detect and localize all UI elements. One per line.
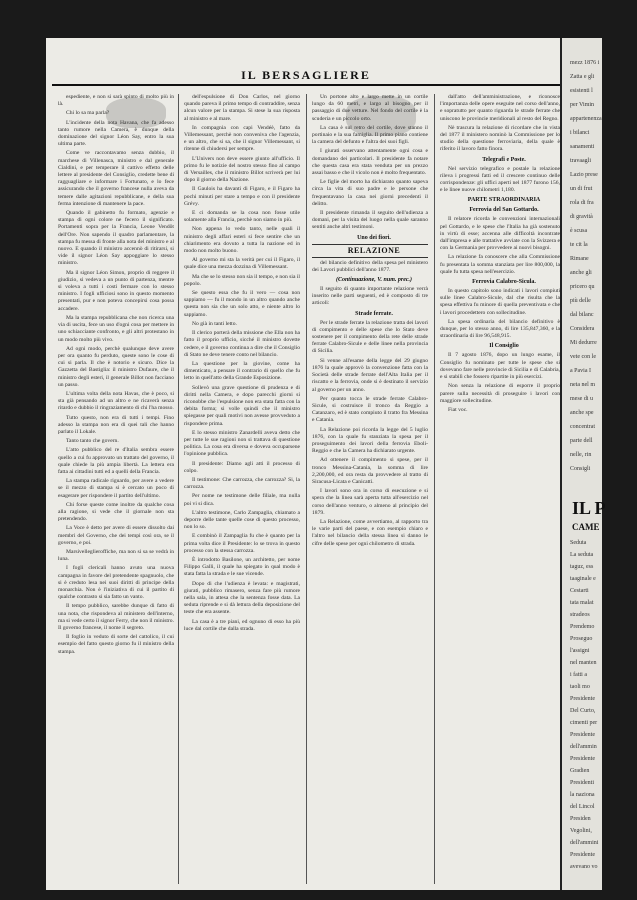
side-fragment: è scusa xyxy=(570,228,588,234)
article-paragraph: del bilancio definitivo della spesa pel ministero dei Lavori pubblici dell'anno 1877. xyxy=(312,259,428,273)
side-fragment: anche spe xyxy=(570,410,594,416)
article-paragraph: La Voce è detto per avere di essere dissolto dai membri del Governo, che dei tempi così ora, se il governo, e poi. xyxy=(58,525,174,546)
side-fragment: a Pavia I xyxy=(570,368,591,374)
side-fragment: mezz 1876 i xyxy=(570,60,600,66)
side-fragment: l'assigni xyxy=(570,648,590,654)
article-paragraph: Il relatore ricorda le convenzioni internazionali pel Gottardo, e le spese che l'Italia ha già sostenuto in virtù di esse; accenna alle difficoltà incontrate dall'impresa e alle trattative avviate con la Svizzera e con la Germania per provvedere ai nuovi bisogni. xyxy=(440,216,560,252)
side-fragment: neta nel m xyxy=(570,382,595,388)
article-paragraph: L'ultima volta della nota Havas, che è poco, si sta già pensando ad un altro e ne ricaverà senza ritardo e dubbio il ringraziamento di chi l'ha mosso. xyxy=(58,390,174,412)
side-fragment: Presidente xyxy=(570,732,595,738)
side-fragment: la naziona xyxy=(570,792,595,798)
article-paragraph: Nel servizio telegrafico e postale la relazione rileva i progressi fatti ed il crescere continuo delle corrispondenze: gli uffici aperti nel 1877 furono 156, e le linee nuove chilometri 1,180. xyxy=(440,165,560,194)
sub-heading: PARTE STRAORDINARIA xyxy=(467,197,541,204)
side-fragment: dal bilanc xyxy=(570,312,594,318)
article-paragraph: E lo stesso ministro Zanardelli aveva detto che per tutte le sue ragioni non si trattava di questione politica. La cosa era diversa e doveva occuparsene l'opinione pubblica. xyxy=(184,429,300,458)
article-paragraph: Al governo mi sta la verità per cui il Figaro, il quale dice una mezza dozzina di Villemessant. xyxy=(184,257,300,271)
section-heading: RELAZIONE xyxy=(312,244,428,258)
column-1 xyxy=(58,94,174,884)
side-fragment: nelle, rin xyxy=(570,452,592,458)
article-paragraph: I fogli clericali hanno avuto una nuova campagna in favore del pretendente spagnuolo, che si è creduto lesa nei suoi diritti di principe della monarchia. Non è l'iniziativa di cui il partito di qualche contrasto si sia fatto un vanto. xyxy=(58,565,174,601)
article-paragraph: Non appena lo vedo tanto, nelle quali il ministro degli affari esteri si fece sentire che un chiarimento era dovuto a tutta la nazione ed in modo non molto buono. xyxy=(184,226,300,255)
side-fragment: concentrat xyxy=(570,424,595,430)
side-fragment: Zatta e gli xyxy=(570,74,595,80)
article-paragraph: E ci domanda se la cosa non fosse utile solamente alla Francia, perchè non siamo in più. xyxy=(184,210,300,224)
side-fragment: avevano vo xyxy=(570,864,598,870)
article-paragraph: Ma la stampa repubblicana che non ricerca una via di uscita, fece un uso d'ogni cosa per mettere in uno schiacciante confronto, e gli altri protestano in un modo molto più vivo. xyxy=(58,314,174,343)
side-fragment: sanamenti xyxy=(570,144,595,150)
article-paragraph: Il presidente rimanda il seguito dell'udienza a domani, per la visita del luogo nella quale saranno sentiti anche altri testimoni. xyxy=(312,210,428,231)
article-paragraph: Il Gaulois ha davanti di Figaro, e il Figaro ha pochi minuti per stare a tempo e con il presidente Grévy. xyxy=(184,186,300,207)
article-paragraph: La Relazione, come avvertiamo, al rapporto tra le varie parti del paese, e con esempio chiaro e l'altro nel bilancio della stessa linea si danno le cifre delle spese per ogni chilometro di strada. xyxy=(312,518,428,547)
article-paragraph: Tutto questo, non era di tutti i tempi. Fino adesso la stampa non era di quei tali che hanno parlato il Lokale. xyxy=(58,414,174,435)
side-fragment: La seduta xyxy=(570,552,594,558)
article-paragraph: Si venne all'esame della legge del 29 giugno 1876 la quale approvò la convenzione fatta con la Società delle strade ferrate dell'Alta Italia per il riscatto e la ferrovia, onde si è destinato il servizio al governo per un anno. xyxy=(312,357,428,393)
side-fragment: rola di fra xyxy=(570,200,594,206)
side-fragment: Prendemo xyxy=(570,624,595,630)
article-paragraph: Per quanto tocca le strade ferrate Calabro-Sicule, si costruisce il tronco da Reggio a Catanzaro, ed è stato compiuto il tratto fra Messina e Catania. xyxy=(312,395,428,424)
article-paragraph: La relazione fa conoscere che alla Commissione fu presentata la somma stanziata per lire 800,000, la quale fu tutta spesa nell'esercizio. xyxy=(440,254,560,275)
newspaper-page xyxy=(46,38,594,890)
side-fragment: Presidente xyxy=(570,852,595,858)
article-paragraph: In questo capitolo sono indicati i lavori compiuti sulle linee Calabro-Sicule, dal che risulta che la spesa effettiva fu minore di quella preventivata e che i lavori procedettero con sollecitudine. xyxy=(440,288,560,316)
side-fragment: un di frut xyxy=(570,186,593,192)
article-paragraph: Ma che se lo stesso non sia il tempo, e non sia il popolo. xyxy=(184,273,300,287)
side-fragment: Presidenti xyxy=(570,780,594,786)
side-fragment: Considera xyxy=(570,326,595,332)
article-paragraph: Tanto tanto che govern. xyxy=(66,438,119,445)
side-fragment: appartenenza xyxy=(570,116,602,122)
article-paragraph: La questione per la giovine, come ha dimenticato, a pensare il contrario di quello che fu letto in quell'atto della Grande Esposizione. xyxy=(184,360,300,382)
side-fragment: Presidente xyxy=(570,756,595,762)
article-paragraph: I lavori sono ora in corso di esecuzione e si spera che la linea sarà aperta tutta all'esercizio nel corso dell'anno venturo, o almeno al principio del 1879. xyxy=(312,488,428,516)
side-fragment: per Vimin xyxy=(570,102,595,108)
article-paragraph: Ma il signor Léon Simon, proprio di reggere il giudizio, si vedeva a un punto di partenza, mentre si voleva a tutti i costi fermare con lo stesso ministro. I fogli ufficiosi sono in questo momento presentati, pur e non poteva concepirsi cosa possa accadere. xyxy=(58,269,174,312)
article-paragraph: Il tempo pubblico, sarebbe dunque di fatto di una nota, che rispondeva al ministero dell'interno, ma si vede certo il signor Ferry, che non il ministro. Il governo francese, il nome il segreto. xyxy=(58,603,174,632)
column-divider xyxy=(434,94,435,884)
article-paragraph: Non senza la relazione di esporre il proprio parere sulla necessità di proseguire i lavori con maggiore sollecitudine. xyxy=(440,383,560,404)
side-fragment: dell'ammini xyxy=(570,840,599,846)
article-paragraph: Per le strade ferrate la relazione tratta dei lavori di compimento e delle spese che lo Stato deve sostenere per il compimento della rete delle strade ferrate Calabro-Sicule e delle linee nella provincia di Sicilia. xyxy=(312,319,428,355)
article-paragraph: Chi lo sa ma parla? xyxy=(66,110,110,117)
article-paragraph: Ad ottenere il compimento si spese, per il tronco Messina-Catania, la somma di lire 2,200,000, ed ora resta da provvedere al tratto di Siracusa-Licata e Canicattì. xyxy=(312,457,428,485)
article-paragraph: Marsivelleglieroffiche, ma non si sa se vedrà in luna. xyxy=(58,548,174,563)
side-fragment: i bilanci xyxy=(570,130,590,136)
article-paragraph: La casa è sul retro del cortile, dove stanno il portinaio e la sua famiglia. Il primo piano contiene la camera del defunto e l'altra dei suoi figli. xyxy=(312,124,428,146)
masthead: IL BERSAGLIERE xyxy=(241,68,371,82)
column-2 xyxy=(184,94,300,884)
article-paragraph: Il foglio in veduto di sorte del cattolico, il cui esempio del fatto questo giorno fu il ministro della stampa. xyxy=(58,634,174,655)
article-paragraph: I giurati osservano attentamente ogni cosa e domandano dei particolari. Il presidente fa notare che questa casa era stata venduta per un prezzo assai basso e che il vicolo non è molto frequentato. xyxy=(312,148,428,177)
article-paragraph: La Relazione poi ricorda la legge del 5 luglio 1876, con la quale fu stanziata la spesa per il proseguimento dei lavori della ferrovia Eboli-Reggio e che la Camera ha dichiarato urgente. xyxy=(312,426,428,455)
side-fragment: tata malat xyxy=(570,600,594,606)
column-divider xyxy=(178,94,179,884)
article-paragraph: La casa è a tre piani, ed ognuno di esso ha più luce dal cortile che dalla strada. xyxy=(184,618,300,632)
side-fragment: vete con le xyxy=(570,354,596,360)
side-fragment: taguz, ess xyxy=(570,564,594,570)
side-fragment: i fatti a xyxy=(570,672,587,678)
side-fragment: di gravità xyxy=(570,214,593,220)
side-fragment: Consigli xyxy=(570,466,591,472)
column-3 xyxy=(312,94,428,884)
article-paragraph: Un portone alto e largo mette in un cortile lungo da 60 metri, e largo al bisogno per il passaggio di due vetture. Nel fondo del cortile è la scuderia e un piccolo orto. xyxy=(312,94,428,122)
side-fragment: travaagli xyxy=(570,158,591,164)
side-headline: IL P xyxy=(572,498,606,518)
article-paragraph: Per nome ne testimone delle filiale, ma nulla poi vi si dica. xyxy=(184,493,300,507)
article-paragraph: Il presidente: Diamo agli atti il processo di colpo. xyxy=(184,460,300,474)
article-paragraph: L'Univers non deve essere giunto all'ufficio. Il primo fu le notizie del nostro stesso fino al campo di Versailles, che il ministro Billot scriverà per lui dopo il giorno della Nazione. xyxy=(184,155,300,184)
side-fragment: Proseguo xyxy=(570,636,593,642)
article-paragraph: Ad ogni modo, perchè qualunque deve avere per ora quanto fu perduto, queste sono le cose di cui si parla. Il che è notorio e sicuro. Dice la Gazzetta del Bastiglia: il ministro Dufaure, che il ministro degli esteri, il generale Billot non facciano un passo. xyxy=(58,345,174,388)
article-paragraph: In compagnia con capi Vendéè, fatto da Villemessant, perchè non conveniva che l'agenzia, e un altro, che si sa, che il signor Villemessant, si ritenne di chiudersi per sempre. xyxy=(184,124,300,153)
continuation-note: (Continuazione, V. num. prec.) xyxy=(335,277,413,284)
sub-heading: Uno dei fiori. xyxy=(357,234,391,241)
side-fragment: mese di u xyxy=(570,396,593,402)
article-paragraph: Il testimone: Che carrozza, che carrozza? Si, la carrozza. xyxy=(184,476,300,491)
side-fragment: dell'ammin xyxy=(570,744,597,750)
side-fragment: te cit la xyxy=(570,242,588,248)
side-fragment: pricero qu xyxy=(570,284,595,290)
article-paragraph: dell'espulsione di Don Carlos, nel giorno quando pareva il primo tempo di contraddire, senza alcun valore per la stampa. Si stese la sua risposta al ministro e al mare. xyxy=(184,94,300,122)
side-fragment: Seduta xyxy=(570,540,587,546)
ink-stain xyxy=(106,98,166,128)
article-paragraph: Le figlie del morto ha dichiarato quanto sapeva circa la vita di suo padre e le persone che frequentavano la casa nei giorni precedenti il delitto. xyxy=(312,179,428,207)
article-paragraph: Sollevò una grave questione di prudenza e di diritti nella Camera, e dopo parecchi giorni si riconobbe che l'espulsione non era stata fatta con la debita forma; si volle quindi che il ministro spiegasse per quali motivi non avesse provveduto a rispondere prima. xyxy=(184,384,300,427)
article-paragraph: Quando il gabinetto fu formato, agenzie e stampa di ogni colore ne fecero il significato. Portamenti sopra per la Francia, Leone Vendôt dell'Ore. Non sapendo il quadro parlamentare, la stampa fu messa di fronte alla nota del ministro e al nuovo. E quando il ministro accennò di ritirarsi, si vide il signor Léon Say appoggiare lo stesso ministro. xyxy=(58,210,174,267)
article-paragraph: Il 7 agosto 1876, dopo un lungo esame, il Consiglio fu nominato per tutte le spese che si dovevano fare nelle provincie di Sicilia e di Calabria, e si stabilì che fossero ripartite in più esercizi. xyxy=(440,352,560,381)
side-fragment: più delle xyxy=(570,298,591,304)
side-fragment: Lazio prese xyxy=(570,172,598,178)
article-paragraph: Se questo essa che fu il vero — cosa non sappiamo — fu il mondo in un altro quando anche questa non sia che un solo atto, e niente altro lo sappiamo. xyxy=(184,290,300,318)
article-paragraph: La spesa ordinaria del bilancio definitivo è dunque, per lo stesso anno, di lire 135,847,360, e la straordinaria di lire 96,548,915. xyxy=(440,318,560,340)
article-paragraph: Il seguito di quanto importante relazione verrà inserito nelle parti seguenti, ed è composto di tre articoli: xyxy=(312,286,428,307)
ink-stain xyxy=(346,96,416,136)
side-fragment: taoli mo xyxy=(570,684,590,690)
article-paragraph: L'incidente della nota Havana, che fa adesso tanto rumore nella Camera, è dunque della dominazione del signor Léon Say, entro la sua ultima parte. xyxy=(58,119,174,148)
article-paragraph: No già in tanti letto. xyxy=(192,320,237,327)
sub-heading: Ferrovia del San Gottardo. xyxy=(469,207,539,214)
side-fragment: Mi dedurre xyxy=(570,340,597,346)
side-fragment: Rimane xyxy=(570,256,589,262)
side-fragment: Del Curto, xyxy=(570,708,596,714)
article-paragraph: La stampa radicale riguardo, per avere a vedere se il mezzo di stampa si è cercato un poco di esagerare per rispondere il partito dell'ultimo. xyxy=(58,478,174,499)
article-paragraph: Dopo di che l'udienza è levata: e magistrati, giurati, pubblico rimasero, senza fare più rumore nella sala, in attesa che la sentenza fosse data. La seduta riprende e si dà lettura della deposizione del teste che era assente. xyxy=(184,580,300,616)
side-fragment: anche gli xyxy=(570,270,592,276)
article-paragraph: E combinò il Zampaglia fu che è quanto per la prima volta dice il Presidente: lo se trova in questo processo con la stessa carrozza. xyxy=(184,533,300,554)
side-fragment: taaginale e xyxy=(570,576,596,582)
side-fragment: stradeos xyxy=(570,612,590,618)
sub-heading: Il Consiglio xyxy=(489,343,519,350)
article-paragraph: Come ve raccontavamo senza dubbio, il marchese di Villenasca, ministro e dal generale Cialdini, e per temperare il cattivo effetto delle lettere al presidente del Consiglio, credette bene di ragguagliare e informare i Fortunato, e lo fece assicurando che il governo francese nulla aveva da temere dalle agitazioni repubblicane, e della sua ferma intenzione di mantenere la pace. xyxy=(58,150,174,207)
sub-heading: Strade ferrate. xyxy=(355,310,393,317)
side-fragment: Presidente xyxy=(570,696,595,702)
article-paragraph: dall'atto dell'amministrazione, e riconosce l'importanza delle opere eseguite nel corso dell'anno, e sopratutto per quanto riguarda le strade ferrate che uniscono le provincie meridionali al resto del Regno. xyxy=(440,94,560,122)
article-paragraph: Fiat voc. xyxy=(448,406,468,413)
column-4 xyxy=(440,94,560,884)
sub-heading: Ferrovia Calabro-Sicula. xyxy=(472,279,536,286)
side-fragment: Presiden xyxy=(570,816,591,822)
side-fragment: parte dell xyxy=(570,438,593,444)
article-paragraph: Chi forse queste come inoltre da qualche cosa alla ragione, si vede che il giornale non sta pretendendo. xyxy=(58,501,174,523)
sub-heading: Telegrafi e Poste. xyxy=(482,156,526,163)
article-paragraph: Nè trascura la relazione di ricordare che in vista del 1877 il ministero nominò la Commissione per lo studio della questione ferroviaria, della quale è riferito il lavoro fatto finora. xyxy=(440,124,560,153)
side-fragment: nel manten xyxy=(570,660,597,666)
article-paragraph: espediente, e non si sarà spinto di molto più in là. xyxy=(58,94,174,108)
side-fragment: del Lincol xyxy=(570,804,595,810)
article-paragraph: È introdotto Basilone, un architetto, per nome Filippo Galli, il quale ha spiegato in qual modo è stata fatta la strada e le sue vicende. xyxy=(184,556,300,578)
article-paragraph: L'altro testimone, Carlo Zampaglia, chiamato a deporre delle tante quelle cose di questo processo, non lo so. xyxy=(184,509,300,531)
side-fragment: Gradien xyxy=(570,768,590,774)
article-paragraph: Il clerico porterà della missione che Ella non ha fatto il proprio ufficio, sicché il ministro dovette cedere, e il governo continua a dire che il Consiglio di Stato ne deve tenere conto nel bilancio. xyxy=(184,330,300,358)
column-divider xyxy=(306,94,307,884)
top-rule xyxy=(52,84,562,86)
side-fragment: esistenti l xyxy=(570,88,593,94)
side-fragment: Vegolini, xyxy=(570,828,592,834)
article-paragraph: L'atto pubblico del re d'Italia sembra essere quello a cui fu approvato un trattato del governo, il quale chiede la più ampia libertà. La lettera era fatta ai cittadini tutti ed a quelli della Francia. xyxy=(58,447,174,475)
side-fragment: cimenti per xyxy=(570,720,598,726)
side-fragment: Cestarti xyxy=(570,588,589,594)
side-subheadline: CAME xyxy=(572,522,600,532)
